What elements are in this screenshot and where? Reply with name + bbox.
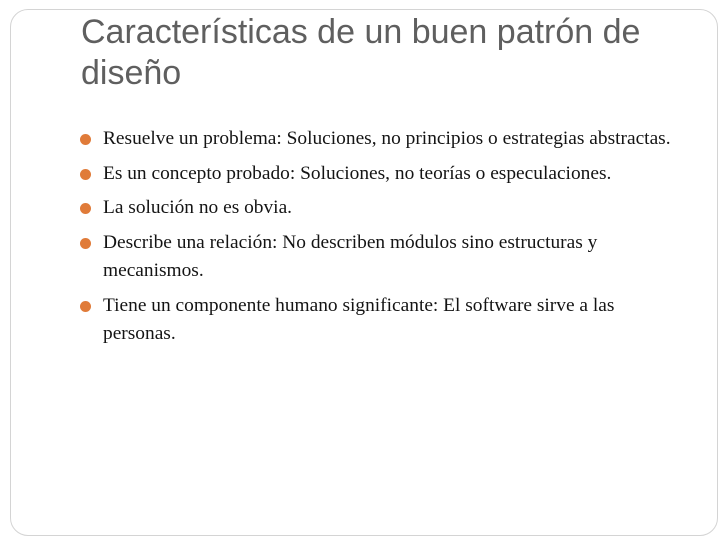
bullet-text: Resuelve un problema: Soluciones, no principios o estrategias abstractas. [103, 128, 671, 149]
slide-title: Características de un buen patrón de diseño [81, 13, 641, 92]
bullet-icon [80, 169, 91, 180]
bullet-icon [80, 134, 91, 145]
bullet-icon [80, 301, 91, 312]
bullet-text: Tiene un componente humano significante: El software sirve a las personas. [103, 294, 615, 344]
list-item [79, 292, 691, 349]
bullet-text: Describe una relación: No describen módulos sino estructuras y mecanismos. [103, 231, 598, 281]
bullet-list [79, 125, 691, 355]
bullet-text: Es un concepto probado: Soluciones, no teorías o especulaciones. [103, 162, 612, 184]
list-item [79, 229, 691, 286]
bullet-text: La solución no es obvia. [103, 197, 293, 218]
list-item [79, 160, 691, 189]
bullet-icon [80, 238, 91, 249]
list-item [79, 125, 691, 154]
bullet-icon [80, 203, 91, 214]
list-item [79, 194, 691, 223]
